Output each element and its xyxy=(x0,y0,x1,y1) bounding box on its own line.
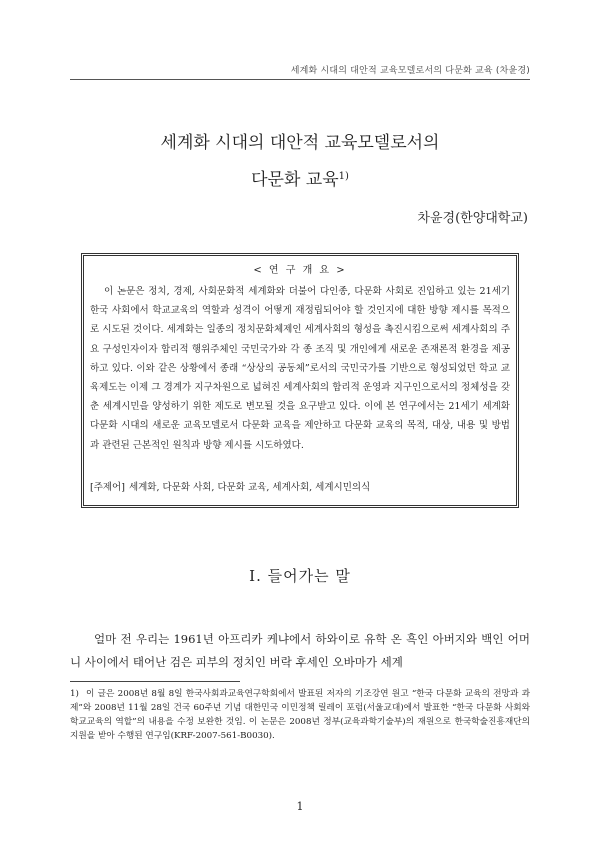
header-rule xyxy=(70,79,530,80)
abstract-heading: < 연 구 개 요 > xyxy=(253,265,347,276)
keywords xyxy=(90,481,510,495)
title-line-2-text: 다문화 교육 xyxy=(251,170,339,190)
footnote-rule xyxy=(70,681,240,682)
title-footnote-mark[interactable]: 1) xyxy=(338,171,349,182)
section-title: I. 들어가는 말 xyxy=(249,567,351,585)
abstract-box xyxy=(81,253,519,508)
running-head: 세계화 시대의 대안적 교육모델로서의 다문화 교육 (차윤경) xyxy=(290,66,530,76)
keywords-label: [주제어] xyxy=(90,482,125,493)
title-line-2 xyxy=(70,160,530,197)
author: 차윤경(한양대학교) xyxy=(417,211,528,226)
footnote-mark: 1) xyxy=(70,689,79,699)
keywords-list: 세계화, 다문화 사회, 다문화 교육, 세계사회, 세계시민의식 xyxy=(128,482,371,493)
page-number: 1 xyxy=(296,800,304,813)
title-line-1: 세계화 시대의 대안적 교육모델로서의 xyxy=(160,133,440,153)
section-body: 얼마 전 우리는 1961년 아프리카 케냐에서 하와이로 유학 온 흑인 아버지와 백인 어머니 사이에서 태어난 검은 피부의 정치인 버락 후세인 오바마가 세계 xyxy=(70,632,530,669)
paper-title xyxy=(70,127,530,197)
footnote xyxy=(70,687,530,743)
abstract-body: 이 논문은 정치, 경제, 사회문화적 세계화와 더불어 다인종, 다문화 사회로 진입하고 있는 21세기 한국 사회에서 학교교육의 역할과 성격이 어떻게 재정립되어야 할 것인지에 대한 방향 제시를 목적으로 시도된 것이다. 세계화는 일종의 정치문화체제인 세계사회의 형성을 촉진시킴으로써 세계사회의 주요 구성인자이자 합리적 행위주체인 국민국가와 각 종 조직 및 개인에게 새로운 존재론적 환경을 제공하고 있다. 이와 같은 상황에서 종래 “상상의 공동체”로서의 국민국가를 기반으로 형성되었던 학교 교육제도는 이제 그 경계가 지구차원으로 넓혀진 세계사회의 합리적 운영과 지구인으로서의 정체성을 갖춘 세계시민을 양성하기 위한 제도로 변모될 것을 요구받고 있다. 이에 본 연구에서는 21세기 세계화 다문화 시대의 새로운 교육모델로서 다문화 교육을 제안하고 다문화 교육의 목적, 대상, 내용 및 방법과 관련된 근본적인 원칙과 방향 제시를 시도하였다. xyxy=(90,286,510,451)
footnote-text: 이 글은 2008년 8월 8일 한국사회과교육연구학회에서 발표된 저자의 기조강연 원고 “한국 다문화 교육의 전망과 과제”와 2008년 11월 28일 건국 60주년 기념 대한민국 이민정책 릴레이 포럼(서울교대)에서 발표한 “한국 다문화 사회와 학교교육의 역할”의 내용을 수정 보완한 것임. 이 논문은 2008년 정부(교육과학기술부)의 재원으로 한국학술진흥재단의 지원을 받아 수행된 연구임(KRF-2007-561-B0030). xyxy=(70,689,530,741)
